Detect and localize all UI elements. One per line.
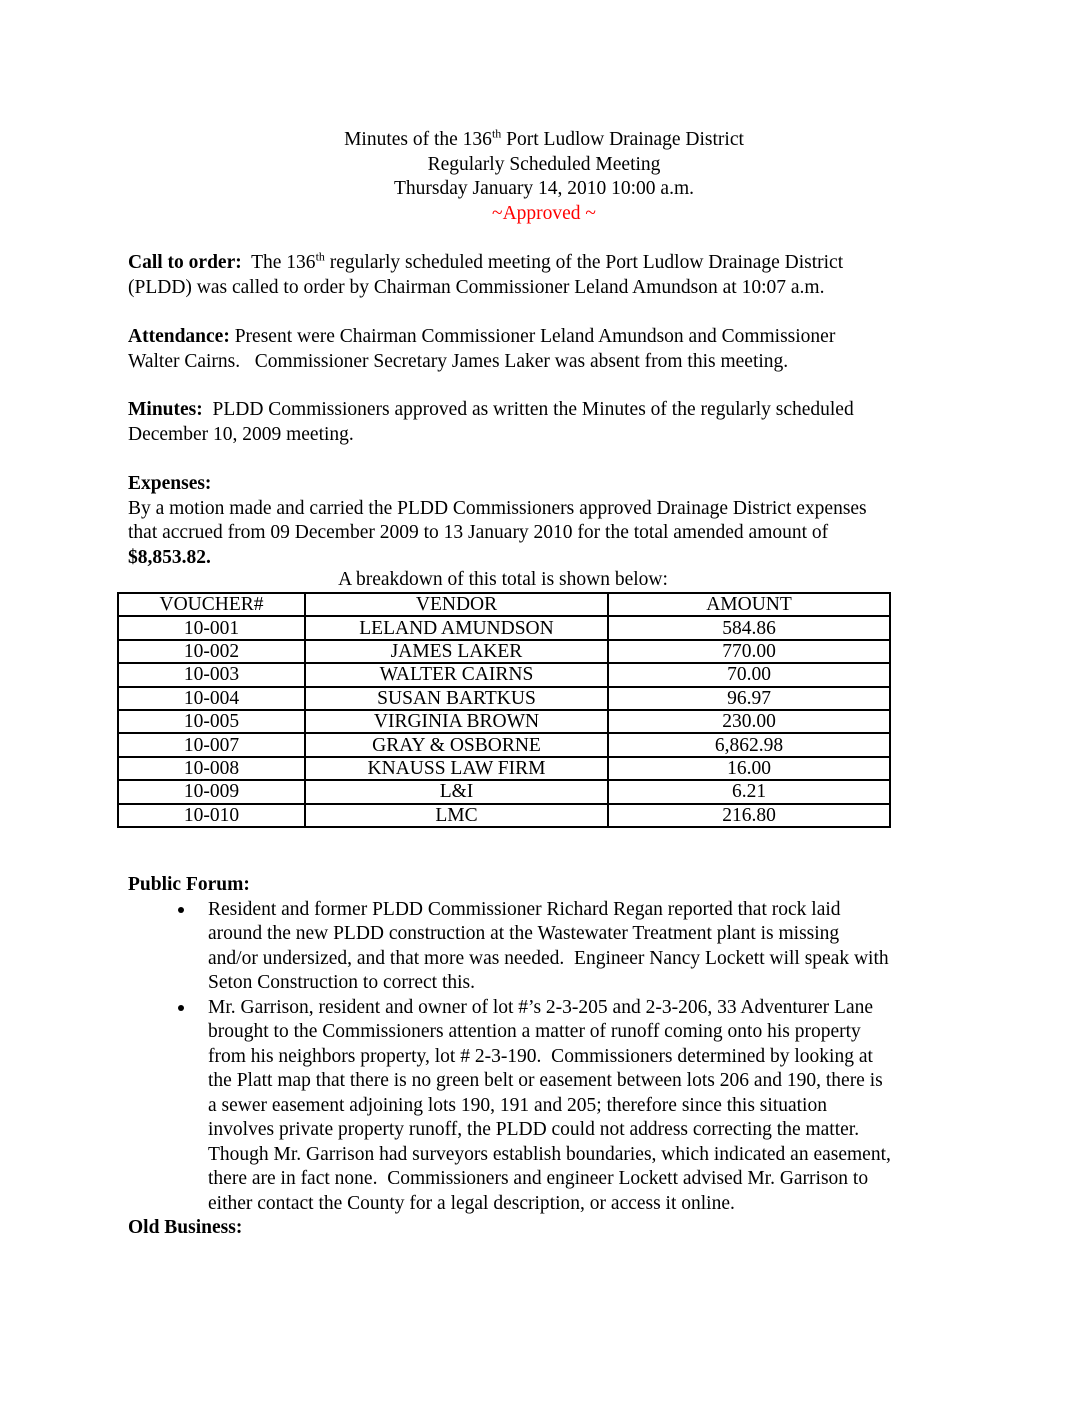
table-row: 10-008 KNAUSS LAW FIRM 16.00	[118, 757, 890, 780]
approved-status: ~Approved ~	[492, 202, 596, 224]
column-header-vendor: VENDOR	[305, 593, 608, 616]
expenses-table	[117, 592, 891, 828]
table-row: 10-010 LMC 216.80	[118, 804, 890, 827]
list-item: Mr. Garrison, resident and owner of lot #’s 2-3-205 and 2-3-206, 33 Adventurer Lane brought to the Commissioners attention a matter of runoff coming onto his property from his neighbors property, lot # 2-3-190. Commissioners determined by looking at the Platt map that there is no green belt or easement between lots 206 and 190, there is a sewer easement adjoining lots 190, 191 and 205; therefore since this situation involves private property runoff, the PLDD could not address correcting the matter. Though Mr. Garrison had surveyors establish boundaries, which indicated an easement, there are in fact none. Commissioners and engineer Lockett advised Mr. Garrison to either contact the County for a legal description, or access it online.	[128, 996, 968, 1217]
public-forum-section	[128, 873, 968, 1241]
header-title: Minutes of the 136th Port Ludlow Drainage District	[344, 126, 744, 150]
table-row: 10-001 LELAND AMUNDSON 584.86	[118, 616, 890, 639]
breakdown-caption: A breakdown of this total is shown below:	[338, 569, 668, 590]
old-business-label: Old Business:	[128, 1217, 243, 1238]
table-row: 10-007 GRAY & OSBORNE 6,862.98	[118, 733, 890, 756]
table-row: 10-009 L&I 6.21	[118, 780, 890, 803]
call-to-order-section: Call to order: The 136th regularly scheduled meeting of the Port Ludlow Drainage District (PLDD) was called to order by Chairman Commissioner Leland Amundson at 10:07 a.m.	[128, 249, 844, 298]
expenses-section: Expenses: By a motion made and carried the PLDD Commissioners approved Drainage District expenses that accrued from 09 December 2009 to 13 January 2010 for the total amended amount of $8,853.82.	[128, 473, 867, 568]
table-row: 10-005 VIRGINIA BROWN 230.00	[118, 710, 890, 733]
attendance-label: Attendance:	[128, 326, 230, 347]
expenses-total: $8,853.82.	[128, 546, 211, 568]
column-header-amount: AMOUNT	[608, 593, 890, 616]
bullet-icon	[178, 907, 184, 913]
minutes-label: Minutes:	[128, 399, 203, 420]
attendance-section: Attendance: Present were Chairman Commissioner Leland Amundson and Commissioner Walter Cairns. Commissioner Secretary James Laker was absent from this meeting.	[128, 326, 836, 372]
call-to-order-label: Call to order:	[128, 252, 242, 273]
column-header-voucher: VOUCHER#	[118, 593, 305, 616]
list-item: Resident and former PLDD Commissioner Richard Regan reported that rock laid around the new PLDD construction at the Wastewater Treatment plant is missing and/or undersized, and that more was needed. Engineer Nancy Lockett will speak with Seton Construction to correct this.	[128, 898, 968, 996]
table-header-row	[118, 593, 890, 616]
minutes-section: Minutes: PLDD Commissioners approved as written the Minutes of the regularly scheduled December 10, 2009 meeting.	[128, 399, 854, 445]
table-row: 10-004 SUSAN BARTKUS 96.97	[118, 687, 890, 710]
public-forum-label: Public Forum:	[128, 874, 250, 895]
document-header	[0, 128, 1088, 226]
header-date: Thursday January 14, 2010 10:00 a.m.	[393, 178, 695, 199]
table-row: 10-002 JAMES LAKER 770.00	[118, 640, 890, 663]
expenses-label: Expenses:	[128, 473, 212, 494]
table-row: 10-003 WALTER CAIRNS 70.00	[118, 663, 890, 686]
bullet-icon	[178, 1005, 184, 1011]
header-meeting-type: Regularly Scheduled Meeting	[427, 153, 661, 175]
